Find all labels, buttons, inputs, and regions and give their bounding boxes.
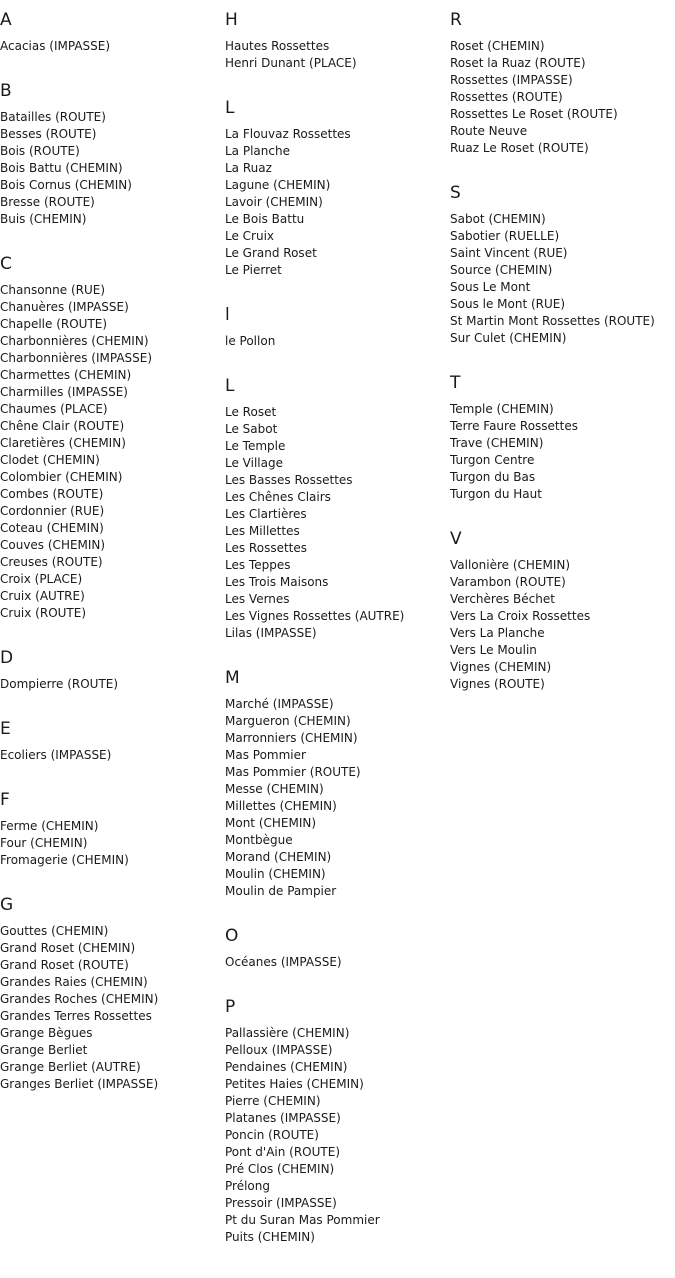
street-name: Grand Roset (ROUTE) xyxy=(0,958,129,972)
street-name: Les Rossettes xyxy=(225,541,307,555)
section-letter-heading: P xyxy=(225,997,236,1017)
letter-section xyxy=(0,719,225,764)
street-list xyxy=(450,211,675,347)
street-name: Grange Berliet xyxy=(0,1043,88,1057)
street-name: Besses (ROUTE) xyxy=(0,127,97,141)
street-name: Ecoliers (IMPASSE) xyxy=(0,748,112,762)
street-name: Gouttes (CHEMIN) xyxy=(0,924,109,938)
section-letter-heading: L xyxy=(225,376,235,396)
street-name: Grange Bègues xyxy=(0,1026,93,1040)
street-name: Chêne Clair (ROUTE) xyxy=(0,419,125,433)
street-name: Varambon (ROUTE) xyxy=(450,575,566,589)
street-name: Claretières (CHEMIN) xyxy=(0,436,126,450)
letter-section xyxy=(0,81,225,228)
street-name: Pressoir (IMPASSE) xyxy=(225,1196,337,1210)
street-list xyxy=(450,557,675,693)
street-name: Rossettes (ROUTE) xyxy=(450,90,563,104)
street-name: St Martin Mont Rossettes (ROUTE) xyxy=(450,314,655,328)
street-name: Messe (CHEMIN) xyxy=(225,782,324,796)
street-name: Sous Le Mont xyxy=(450,280,531,294)
section-letter-heading: C xyxy=(0,254,12,274)
section-letter-heading: T xyxy=(450,373,461,393)
letter-section xyxy=(0,790,225,869)
street-name: Sur Culet (CHEMIN) xyxy=(450,331,567,345)
street-name: Les Vignes Rossettes (AUTRE) xyxy=(225,609,405,623)
street-name: Pierre (CHEMIN) xyxy=(225,1094,321,1108)
street-list xyxy=(225,1025,450,1246)
street-list xyxy=(225,333,450,350)
street-name: Ferme (CHEMIN) xyxy=(0,819,99,833)
letter-section xyxy=(225,10,450,72)
street-name: Acacias (IMPASSE) xyxy=(0,39,111,53)
letter-section xyxy=(450,183,675,347)
street-name: Grange Berliet (AUTRE) xyxy=(0,1060,141,1074)
street-name: Croix (PLACE) xyxy=(0,572,83,586)
street-name: Pont d'Ain (ROUTE) xyxy=(225,1145,340,1159)
street-name: Coteau (CHEMIN) xyxy=(0,521,104,535)
street-name: Chapelle (ROUTE) xyxy=(0,317,108,331)
section-letter-heading: V xyxy=(450,529,462,549)
section-letter-heading: M xyxy=(225,668,240,688)
street-list xyxy=(225,954,450,971)
section-letter-heading: l xyxy=(225,305,230,325)
street-name: Les Millettes xyxy=(225,524,300,538)
street-name: Roset la Ruaz (ROUTE) xyxy=(450,56,586,70)
street-name: Pallassière (CHEMIN) xyxy=(225,1026,350,1040)
letter-section xyxy=(450,373,675,503)
street-name: Creuses (ROUTE) xyxy=(0,555,103,569)
street-name: Hautes Rossettes xyxy=(225,39,330,53)
street-list xyxy=(450,401,675,503)
street-name: La Ruaz xyxy=(225,161,272,175)
street-name: Colombier (CHEMIN) xyxy=(0,470,123,484)
street-name: Les Trois Maisons xyxy=(225,575,329,589)
street-name: Poncin (ROUTE) xyxy=(225,1128,319,1142)
street-name: Verchères Béchet xyxy=(450,592,555,606)
street-name: Fromagerie (CHEMIN) xyxy=(0,853,129,867)
street-name: Charbonnières (CHEMIN) xyxy=(0,334,149,348)
street-name: Granges Berliet (IMPASSE) xyxy=(0,1077,159,1091)
street-index-column-2 xyxy=(225,10,450,1272)
street-name: Pelloux (IMPASSE) xyxy=(225,1043,333,1057)
letter-section xyxy=(450,529,675,693)
street-name: Vignes (CHEMIN) xyxy=(450,660,552,674)
letter-section xyxy=(225,305,450,350)
section-letter-heading: S xyxy=(450,183,461,203)
street-name: Le Temple xyxy=(225,439,286,453)
street-list xyxy=(225,404,450,642)
street-name: Saint Vincent (RUE) xyxy=(450,246,568,260)
street-name: Lavoir (CHEMIN) xyxy=(225,195,323,209)
section-letter-heading: A xyxy=(0,10,12,30)
street-name: Vers La Croix Rossettes xyxy=(450,609,591,623)
street-name: Turgon du Haut xyxy=(450,487,542,501)
street-name: La Planche xyxy=(225,144,290,158)
street-index-column-1 xyxy=(0,10,225,1119)
street-name: Clodet (CHEMIN) xyxy=(0,453,100,467)
section-letter-heading: H xyxy=(225,10,238,30)
street-name: Charmettes (CHEMIN) xyxy=(0,368,132,382)
street-name: Cruix (AUTRE) xyxy=(0,589,85,603)
street-name: Terre Faure Rossettes xyxy=(450,419,578,433)
section-letter-heading: F xyxy=(0,790,10,810)
street-name: Chansonne (RUE) xyxy=(0,283,106,297)
street-name: Rossettes Le Roset (ROUTE) xyxy=(450,107,618,121)
street-name: Les Basses Rossettes xyxy=(225,473,353,487)
street-name: Lilas (IMPASSE) xyxy=(225,626,317,640)
street-name: Margueron (CHEMIN) xyxy=(225,714,351,728)
street-name: Bresse (ROUTE) xyxy=(0,195,95,209)
street-name: Turgon Centre xyxy=(450,453,535,467)
street-name: Cordonnier (RUE) xyxy=(0,504,105,518)
street-name: Couves (CHEMIN) xyxy=(0,538,106,552)
street-name: Temple (CHEMIN) xyxy=(450,402,554,416)
section-letter-heading: B xyxy=(0,81,12,101)
street-name: Le Bois Battu xyxy=(225,212,305,226)
street-list xyxy=(0,38,225,55)
street-name: La Flouvaz Rossettes xyxy=(225,127,351,141)
street-name: Pendaines (CHEMIN) xyxy=(225,1060,348,1074)
street-name: Charbonnières (IMPASSE) xyxy=(0,351,153,365)
street-name: Les Clartières xyxy=(225,507,307,521)
street-list xyxy=(0,923,225,1093)
street-name: Buis (CHEMIN) xyxy=(0,212,87,226)
section-letter-heading: O xyxy=(225,926,239,946)
street-name: Chanuères (IMPASSE) xyxy=(0,300,129,314)
street-list xyxy=(225,38,450,72)
street-name: Four (CHEMIN) xyxy=(0,836,88,850)
street-name: Petites Haies (CHEMIN) xyxy=(225,1077,364,1091)
street-name: Route Neuve xyxy=(450,124,528,138)
street-name: Batailles (ROUTE) xyxy=(0,110,106,124)
letter-section xyxy=(225,668,450,900)
street-name: Puits (CHEMIN) xyxy=(225,1230,315,1244)
letter-section xyxy=(225,997,450,1246)
street-name: Marronniers (CHEMIN) xyxy=(225,731,358,745)
street-name: Le Grand Roset xyxy=(225,246,317,260)
street-name: Combes (ROUTE) xyxy=(0,487,104,501)
street-index-column-3 xyxy=(450,10,675,719)
street-name: Le Cruix xyxy=(225,229,275,243)
letter-section xyxy=(225,98,450,279)
street-name: Millettes (CHEMIN) xyxy=(225,799,337,813)
section-letter-heading: D xyxy=(0,648,14,668)
street-name: Chaumes (PLACE) xyxy=(0,402,108,416)
street-name: Pré Clos (CHEMIN) xyxy=(225,1162,335,1176)
street-name: Océanes (IMPASSE) xyxy=(225,955,342,969)
section-letter-heading: G xyxy=(0,895,14,915)
street-name: Sabotier (RUELLE) xyxy=(450,229,560,243)
street-name: Mont (CHEMIN) xyxy=(225,816,317,830)
street-name: Turgon du Bas xyxy=(450,470,536,484)
street-name: Bois Cornus (CHEMIN) xyxy=(0,178,132,192)
street-name: Le Village xyxy=(225,456,283,470)
street-name: Le Pierret xyxy=(225,263,282,277)
street-list xyxy=(0,282,225,622)
street-name: Sabot (CHEMIN) xyxy=(450,212,546,226)
street-name: Vallonière (CHEMIN) xyxy=(450,558,571,572)
street-list xyxy=(0,818,225,869)
street-name: Grandes Roches (CHEMIN) xyxy=(0,992,159,1006)
street-name: Vers La Planche xyxy=(450,626,545,640)
street-name: Marché (IMPASSE) xyxy=(225,697,334,711)
street-name: Vers Le Moulin xyxy=(450,643,537,657)
letter-section xyxy=(225,926,450,971)
street-name: Mas Pommier (ROUTE) xyxy=(225,765,361,779)
street-name: Dompierre (ROUTE) xyxy=(0,677,119,691)
street-name: Le Roset xyxy=(225,405,277,419)
street-name: le Pollon xyxy=(225,334,276,348)
street-name: Moulin (CHEMIN) xyxy=(225,867,326,881)
street-name: Source (CHEMIN) xyxy=(450,263,553,277)
letter-section xyxy=(0,254,225,622)
street-name: Trave (CHEMIN) xyxy=(450,436,544,450)
street-name: Mas Pommier xyxy=(225,748,306,762)
street-name: Sous le Mont (RUE) xyxy=(450,297,566,311)
letter-section xyxy=(0,10,225,55)
street-name: Grand Roset (CHEMIN) xyxy=(0,941,136,955)
street-list xyxy=(0,747,225,764)
section-letter-heading: E xyxy=(0,719,11,739)
letter-section xyxy=(450,10,675,157)
section-letter-heading: R xyxy=(450,10,462,30)
street-list xyxy=(0,676,225,693)
letter-section xyxy=(225,376,450,642)
street-name: Prélong xyxy=(225,1179,270,1193)
street-name: Le Sabot xyxy=(225,422,278,436)
street-name: Les Chênes Clairs xyxy=(225,490,331,504)
street-list xyxy=(450,38,675,157)
letter-section xyxy=(0,895,225,1093)
street-name: Bois (ROUTE) xyxy=(0,144,80,158)
section-letter-heading: L xyxy=(225,98,235,118)
street-name: Lagune (CHEMIN) xyxy=(225,178,331,192)
street-name: Les Teppes xyxy=(225,558,291,572)
street-name: Montbègue xyxy=(225,833,293,847)
street-name: Bois Battu (CHEMIN) xyxy=(0,161,123,175)
street-name: Cruix (ROUTE) xyxy=(0,606,87,620)
street-name: Moulin de Pampier xyxy=(225,884,337,898)
street-name: Rossettes (IMPASSE) xyxy=(450,73,573,87)
street-name: Roset (CHEMIN) xyxy=(450,39,545,53)
street-list xyxy=(225,126,450,279)
street-name: Les Vernes xyxy=(225,592,290,606)
letter-section xyxy=(0,648,225,693)
street-list xyxy=(225,696,450,900)
street-name: Grandes Raies (CHEMIN) xyxy=(0,975,148,989)
street-list xyxy=(0,109,225,228)
street-name: Henri Dunant (PLACE) xyxy=(225,56,357,70)
street-name: Platanes (IMPASSE) xyxy=(225,1111,341,1125)
street-name: Pt du Suran Mas Pommier xyxy=(225,1213,380,1227)
street-name: Charmilles (IMPASSE) xyxy=(0,385,128,399)
street-name: Morand (CHEMIN) xyxy=(225,850,332,864)
street-name: Vignes (ROUTE) xyxy=(450,677,545,691)
street-name: Grandes Terres Rossettes xyxy=(0,1009,152,1023)
street-name: Ruaz Le Roset (ROUTE) xyxy=(450,141,589,155)
